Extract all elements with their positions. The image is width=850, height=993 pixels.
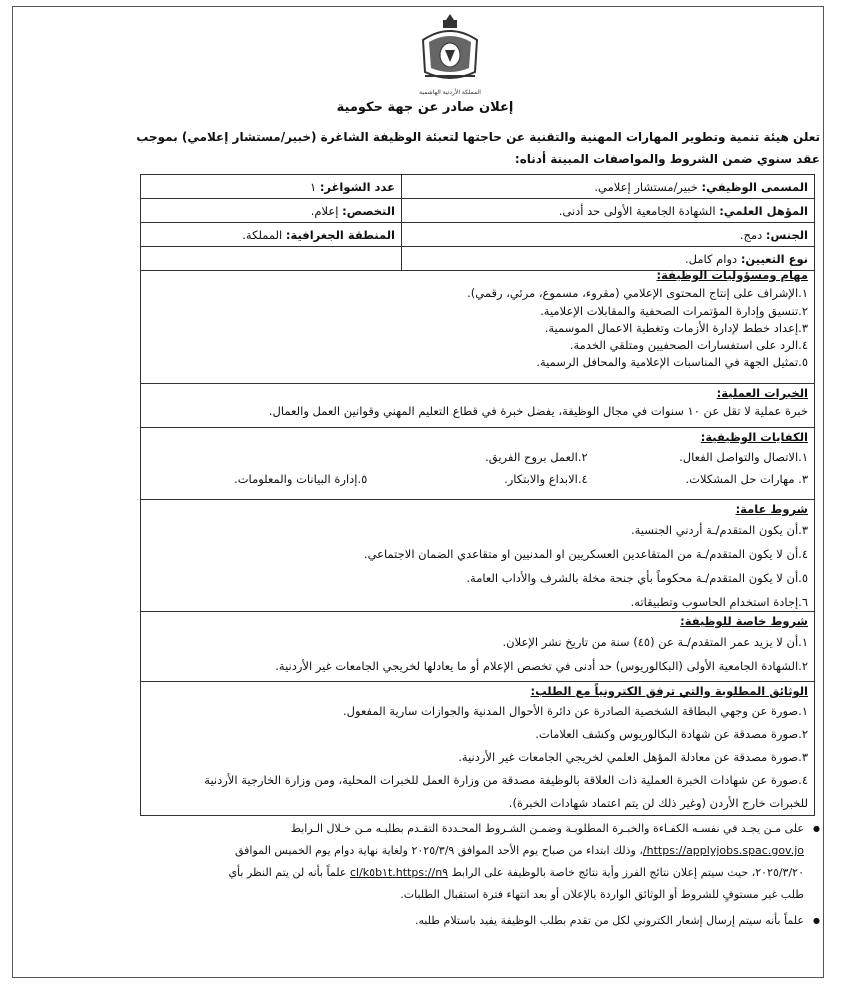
list-item: ٥.أن لا يكون المتقدم/ـة محكوماً بأي جنحة مخلة بالشرف والأداب العامة. — [466, 571, 808, 585]
list-item: ١.الإشراف على إنتاج المحتوى الإعلامي (مقروء، مسموع، مرئي، رقمي). — [467, 286, 808, 300]
experience-text: خبرة عملية لا تقل عن ١٠ سنوات في مجال الوظيفة، يفضل خبرة في قطاع التعليم المهني وقوانين العمل والعمال. — [268, 404, 808, 418]
list-item: ١.صورة عن وجهي البطاقة الشخصية الصادرة عن دائرة الأحوال المدنية والجوازات سارية المفعول. — [343, 704, 808, 718]
list-item: ٣.إعداد خطط لإدارة الأزمات وتغطية الاعمال الموسمية. — [544, 321, 808, 335]
vacancies-cell: عدد الشواغر: ١ — [141, 175, 402, 199]
list-item: ٤.صورة عن شهادات الخبرة العملية ذات العلاقة بالوظيفة مصدقة من وزارة العمل للخبرات المحلية، ومن وزارة الخارجية الأردنية — [204, 773, 808, 787]
competencies-heading: الكفايات الوظيفية: — [700, 430, 808, 444]
notes-section — [120, 818, 820, 932]
list-item: ٢.الشهادة الجامعية الأولى (البكالوريوس) حد أدنى في تخصص الإعلام أو ما يعادلها لخريجي الجامعات غير الأردنية. — [275, 659, 808, 673]
experience-heading: الخبرات العملية: — [716, 386, 808, 400]
duties-section — [140, 266, 815, 384]
list-item: للخبرات خارج الأردن (وغير ذلك لن يتم اعتماد شهادات الخبرة). — [508, 796, 808, 810]
list-item: ٢.صورة مصدقة عن شهادة البكالوريوس وكشف العلامات. — [535, 727, 808, 741]
list-item: ١.الاتصال والتواصل الفعال. — [679, 450, 808, 464]
list-item: ٦.إجادة استخدام الحاسوب وتطبيقاته. — [630, 595, 808, 609]
qualification-cell: المؤهل العلمي: الشهادة الجامعية الأولى حد أدنى. — [401, 199, 814, 223]
major-cell: التخصص: إعلام. — [141, 199, 402, 223]
announcement-title: إعلان صادر عن جهة حكومية — [336, 100, 514, 115]
note-item: ● علماً بأنه سيتم إرسال إشعار الكتروني لكل من تقدم بطلب الوظيفة يفيد باستلام طلبه. — [120, 910, 820, 932]
region-cell: المنطقة الجغرافية: المملكة. — [141, 223, 402, 247]
list-item: ٥.إدارة البيانات والمعلومات. — [234, 472, 368, 486]
documents-heading: الوثائق المطلوبة والتي ترفق الكترونياً مع الطلب: — [530, 684, 808, 698]
special-heading: شروط خاصة للوظيفة: — [680, 614, 808, 628]
results-link[interactable]: https://n٩.cl/k٥b١t — [349, 866, 449, 879]
job-info-table — [140, 174, 815, 271]
appointment-type-cell: نوع التعيين: دوام كامل. — [401, 247, 814, 271]
general-heading: شروط عامة: — [735, 502, 808, 516]
general-conditions-section — [140, 500, 815, 612]
list-item: ٣. مهارات حل المشكلات. — [685, 472, 808, 486]
list-item: ٣.صورة مصدقة عن معادلة المؤهل العلمي لخريجي الجامعات غير الأردنية. — [458, 750, 808, 764]
duties-heading: مهام ومسؤوليات الوظيفة: — [656, 268, 808, 282]
list-item: ٤.الابداع والابتكار. — [504, 472, 588, 486]
competencies-section — [140, 428, 815, 500]
job-title-cell: المسمى الوظيفي: خبير/مستشار إعلامي. — [401, 175, 814, 199]
documents-section — [140, 682, 815, 816]
list-item: ٢.تنسيق وإدارة المؤتمرات الصحفية والمقابلات الإعلامية. — [540, 304, 808, 318]
list-item: ١.أن لا يزيد عمر المتقدم/ـة عن (٤٥) سنة من تاريخ نشر الإعلان. — [502, 635, 808, 649]
list-item: ٢.العمل بروح الفريق. — [485, 450, 588, 464]
announcement-intro: تعلن هيئة تنمية وتطوير المهارات المهنية والتقنية عن حاجتها لتعبئة الوظيفة الشاغرة (خبير/مستشار إعلامي) بموجب عقد سنوي ضمن الشروط والمواصفات المبينة أدناه: — [136, 130, 820, 166]
list-item: ٤.أن لا يكون المتقدم/ـة من المتقاعدين العسكريين او المدنيين او متقاعدي الضمان الاجتماعي. — [363, 547, 808, 561]
svg-text:المملكة الأردنية الهاشمية: المملكة الأردنية الهاشمية — [419, 89, 481, 96]
list-item: ٤.الرد على استفسارات الصحفيين ومتلقي الخدمة. — [569, 338, 808, 352]
apply-link[interactable]: https://applyjobs.spac.gov.jo/ — [642, 844, 804, 857]
coat-of-arms-emblem — [415, 10, 485, 100]
note-item: ● على مـن يجـد في نفسـه الكفـاءة والخبـرة المطلوبـة وضمـن الشـروط المحـددة التقـدم بطلبـه مـن خـلال الـرابط https://applyjobs.spac.gov.jo/، وذلك ابتداء من صباح يوم الأحد الموافق ٢٠٢٥/٣/٩ ولغاية نهاية دوام يوم الخميس الموافق ٢٠٢٥/٣/٢٠، حيث سيتم إعلان نتائج الفرز وأية نتائج خاصة بالوظيفة على الرابط https://n٩.cl/k٥b١t علماً بأنه لن يتم النظر بأي طلب غير مستوفٍ للشروط أو الوثائق الواردة بالإعلان أو بعد انتهاء فترة استقبال الطلبات. — [120, 818, 820, 906]
experience-section — [140, 384, 815, 428]
list-item: ٣.أن يكون المتقدم/ـة أردني الجنسية. — [630, 523, 808, 537]
list-item: ٥.تمثيل الجهة في المناسبات الإعلامية والمحافل الرسمية. — [536, 355, 808, 369]
gender-cell: الجنس: دمج. — [401, 223, 814, 247]
list-item — [147, 446, 367, 468]
special-conditions-section — [140, 612, 815, 682]
